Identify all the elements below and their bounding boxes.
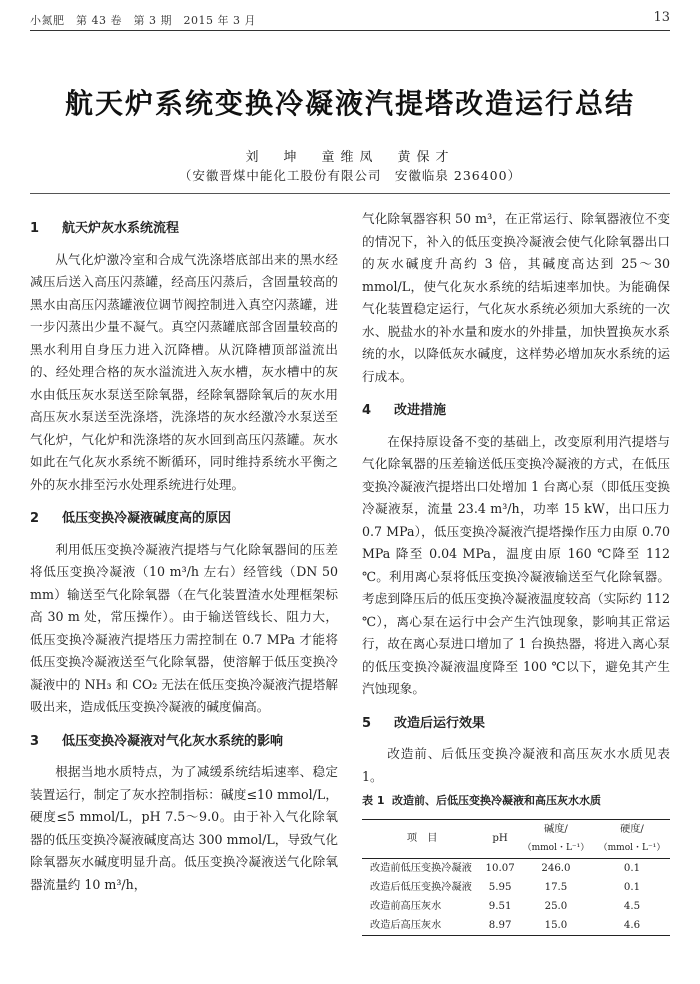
title-rule <box>30 193 670 194</box>
table-header-ph: pH <box>482 819 518 858</box>
section-4-paragraph: 在保持原设备不变的基础上，改变原利用汽提塔与气化除氧器的压差输送低压变换冷凝液的方式，在低压变换冷凝液汽提塔出口处增加 1 台离心泵（即低压变换冷凝液泵，流量 23.4 m³/h，功率 15 kW，出口压力 0.7 MPa），低压变换冷凝液汽提塔操作压力由原 0.70 MPa 降至 0.04 MPa，温度由原 160 ℃降至 112 ℃。利用离心泵将低压变换冷凝液输送至气化除氧器。考虑到降压后的低压变换冷凝液温度较高（实际约 112 ℃），离心泵在运行中会产生汽蚀现象，影响其正常运行，故在离心泵进口增加了 1 台换热器，将进入离心泵的低压变换冷凝液温度降至 100 ℃以下，避免其产生汽蚀现象。 <box>362 433 670 696</box>
article-title: 航天炉系统变换冷凝液汽提塔改造运行总结 <box>64 87 635 120</box>
section-1-paragraph: 从气化炉激冷室和合成气洗涤塔底部出来的黑水经减压后送入高压闪蒸罐，经高压闪蒸后，含固量较高的黑水由高压闪蒸罐液位调节阀控制进入真空闪蒸罐，进一步闪蒸出少量不凝气。真空闪蒸罐底部含固量较高的黑水利用自身压力进入沉降槽。从沉降槽顶部溢流出的、经处理合格的灰水溢流进入灰水槽，灰水槽中的灰水由低压灰水泵送至除氧器，经除氧器除氧后的灰水用高压灰水泵送至洗涤塔，洗涤塔的灰水经激冷水泵送至气化炉，气化炉和洗涤塔的灰水回到高压闪蒸罐。灰水如此在气化灰水系统不断循环，同时维持系统水平衡之外的灰水排至污水处理系统进行处理。 <box>30 251 338 492</box>
table-header-hardness: 硬度/ <box>594 819 670 839</box>
right-column <box>362 208 670 936</box>
running-head: 小氮肥 第 43 卷 第 3 期 2015 年 3 月 <box>30 14 256 27</box>
table-row: 改造前高压灰水 9.51 25.0 4.5 <box>370 900 641 912</box>
table-row: 改造前低压变换冷凝液 10.07 246.0 0.1 <box>370 862 641 874</box>
section-3-continued-paragraph: 气化除氧器容积 50 m³，在正常运行、除氧器液位不变的情况下，补入的低压变换冷凝液会使气化除氧器出口的灰水碱度升高约 3 倍，其碱度高达到 25～30 mmol/L，使气化灰水系统的结垢速率加快。为能确保气化装置稳定运行，气化灰水系统必须加大系统的一次水、脱盐水的补水量和废水的外排量，加快置换灰水系统的水，以降低灰水碱度，这样势必增加灰水系统的运行成本。 <box>362 211 670 384</box>
section-5-paragraph: 改造前、后低压变换冷凝液和高压灰水水质见表 1。 <box>362 746 670 784</box>
table-row: 改造后低压变换冷凝液 5.95 17.5 0.1 <box>370 881 641 893</box>
section-2-paragraph: 利用低压变换冷凝液汽提塔与气化除氧器间的压差将低压变换冷凝液（10 m³/h 左右）经管线（DN 50 mm）输送至气化除氧器（在气化装置渣水处理框架标高 30 m 处，常压操作）。由于输送管线长、阻力大，低压变换冷凝液汽提塔压力需控制在 0.7 MPa 才能将低压变换冷凝液送至气化除氧器，使溶解于低压变换冷凝液中的 NH₃ 和 CO₂ 无法在低压变换冷凝液汽提塔解吸出来，造成低压变换冷凝液的碱度偏高。 <box>30 541 338 714</box>
section-heading-2: 2 低压变换冷凝液碱度高的原因 <box>30 511 232 526</box>
page-number: 13 <box>653 10 670 25</box>
table-header-hardness-unit: （mmol・L⁻¹） <box>594 839 670 859</box>
left-column <box>30 208 338 896</box>
authors: 刘 坤 童维凤 黄保才 <box>245 150 455 165</box>
table-1-caption: 表 1 改造前、后低压变换冷凝液和高压灰水水质 <box>362 794 601 807</box>
table-header-alkalinity: 碱度/ <box>518 819 594 839</box>
header-rule <box>30 30 670 31</box>
table-header-alkalinity-unit: （mmol・L⁻¹） <box>518 839 594 859</box>
section-heading-3: 3 低压变换冷凝液对气化灰水系统的影响 <box>30 733 284 749</box>
table-1 <box>362 819 670 936</box>
section-heading-1: 1 航天炉灰水系统流程 <box>30 221 180 236</box>
section-heading-5: 5 改造后运行效果 <box>362 715 486 731</box>
section-heading-4: 4 改进措施 <box>362 403 447 418</box>
table-row: 改造后高压灰水 8.97 15.0 4.6 <box>362 916 670 936</box>
table-header-item: 项 目 <box>362 819 482 858</box>
affiliation: （安徽晋煤中能化工股份有限公司 安徽临泉 236400） <box>178 168 522 183</box>
section-3-paragraph: 根据当地水质特点，为了减缓系统结垢速率、稳定装置运行，制定了灰水控制指标：碱度≤10 mmol/L，硬度≤5 mmol/L，pH 7.5～9.0。由于补入气化除氧器的低压变换冷凝液碱度高达 300 mmol/L，导致气化除氧器灰水碱度明显升高。低压变换冷凝液送气化除氧器流量约 10 m³/h， <box>30 764 338 892</box>
